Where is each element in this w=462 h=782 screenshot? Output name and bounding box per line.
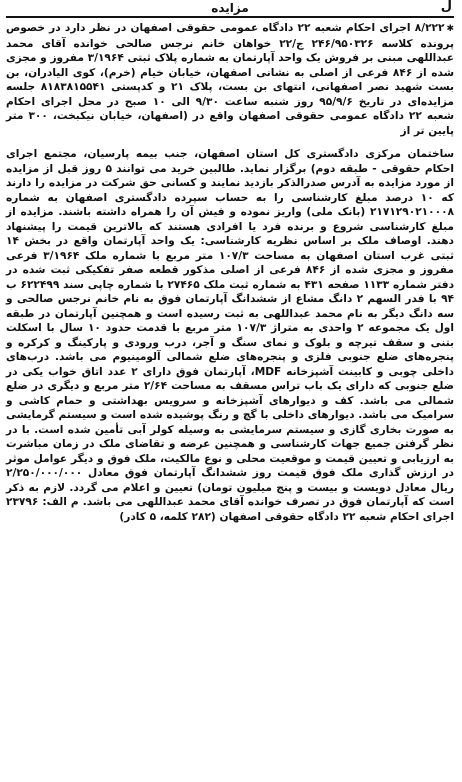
- notice-header: [6, 1, 454, 15]
- notice-paragraph-details: ساختمان مرکزی دادگستری کل استان اصفهان، جنب بیمه پارسیان، مجتمع اجرای احکام حقوقی - طبقه دوم) برگزار نماید. طالبین خرید می توانند ۵ روز قبل از مزایده از مورد مزایده به آدرس صدرالذکر بازدید نمایند و کسانی حق شرکت در مزایده را دارند که ۱۰ درصد مبلغ کارشناسی را به حساب سپرده دادگستری اصفهان به شماره ۲۱۷۱۲۹۰۲۱۰۰۰۸ (بانک ملی) واریز نموده و فیش آن را همراه داشته باشند. مزایده از مبلغ کارشناسی شروع و برنده فرد یا افرادی هستند که بالاترین قیمت را پیشنهاد دهند. اوصاف ملک بر اساس نظریه کارشناسی: یک واحد آپارتمان واقع در بخش ۱۴ ثبتی غرب استان اصفهان به مساحت ۱۰۷/۳ متر مربع با شماره ملک ۳/۱۹۶۴ فرعی مفروز و مجزی شده از ۸۴۶ فرعی از اصلی مذکور قطعه صفر تفکیکی ثبت شده در دفتر شماره ۱۱۳۳ صفحه ۴۳۱ به شماره ثبت ملک ۲۷۴۶۵ با شماره چاپی سند ۶۲۲۴۹۹ ب ۹۴ با فدر السهم ۲ دانگ مشاع از ششدانگ آپارتمان فوق به نام خانم نرجس صالحی و سه دانگ دیگر به نام محمد عبداللهی به ثبت رسیده است و همچنین آپارتمان در طبقه اول یک مجموعه ۲ واحدی به متراژ ۱۰۷/۳ متر مربع با قدمت حدود ۱۰ سال با اسکلت بتنی و سقف تیرچه و بلوک و نمای سنگ و آجر، درب ورودی و پارکینگ و کرکره و پنجره‌های ضلع جنوبی فلزی و پنجره‌های ضلع شمالی آلومینیوم می باشد. درب‌های داخلی چوبی و کابینت آشپزخانه MDF، آپارتمان فوق دارای ۲ عدد اتاق خواب یکی در ضلع جنوبی که دارای یک باب تراس مسقف به مساحت ۲/۶۴ متر مربع و دیگری در ضلع شمالی می باشد. کف و دیوارهای آشپزخانه و سرویس بهداشتی و حمام کاشی و سرامیک می باشد. دیوارهای داخلی با گچ و رنگ پوشیده شده است و سیستم گرمایشی به صورت بخاری گازی و سیستم سرمایشی به وسیله کولر آبی تأمین شده است. با در نظر گرفتن جمیع جهات کارشناسی و همچنین عرضه و تقاضای ملک در زمان مباشرت به ارزیابی و تعیین قیمت و موقعیت محلی و نوع مالکیت، ملک فوق و دیگر عوامل موثر در ارزش گذاری ملک فوق قیمت روز ششدانگ آپارتمان فوق معادل ۲/۲۵۰/۰۰۰/۰۰۰ ریال معادل دویست و بیست و پنج میلیون تومان) تعیین و اعلام می گردد. لازم به ذکر است که آپارتمان فوق در تصرف خوانده آقای محمد عبداللهی می باشد. م الف: ۲۳۷۹۶ اجرای احکام شعبه ۲۲ دادگاه حقوقی اصفهان (۲۸۲ کلمه، ۵ کادر): [6, 148, 455, 523]
- notice-paragraph-intro-text: ۸/۲۲۲ اجرای احکام شعبه ۲۲ دادگاه عمومی حقوقی اصفهان در نظر دارد در خصوص پرونده کلاسه ۲۴۶/۹۵۰۳۲۶ ج/۲۲ خواهان خانم نرجس صالحی خوانده آقای محمد عبداللهی مبنی بر فروش یک واحد آپارتمان به شماره پلاک ثبتی ۳/۱۹۶۴ مفروز و مجزی شده از ۸۴۶ فرعی از اصلی به نشانی اصفهان، خیابان خیام (خرم)، کوی الیادران، بن بست شهید نصر اصفهانی، انتهای بن بست، پلاک ۲۱ و کدپستی ۸۱۸۳۸۱۵۵۴۱ جلسه مزایده‌ای در تاریخ ۹۵/۹/۶ روز شنبه ساعت ۹/۳۰ الی ۱۰ صبح در محل اجرای احکام شعبه ۲۲ دادگاه عمومی حقوقی اصفهان واقع در (اصفهان، خیابان نیکبخت، ۳۰۰ متر پایین تر از: [6, 22, 455, 137]
- title-divider: [6, 16, 454, 18]
- corner-mark: ل: [440, 0, 452, 14]
- notice-title: مزایده: [211, 1, 249, 15]
- star-icon: ✱: [446, 24, 455, 34]
- notice-paragraph-intro: [6, 21, 454, 138]
